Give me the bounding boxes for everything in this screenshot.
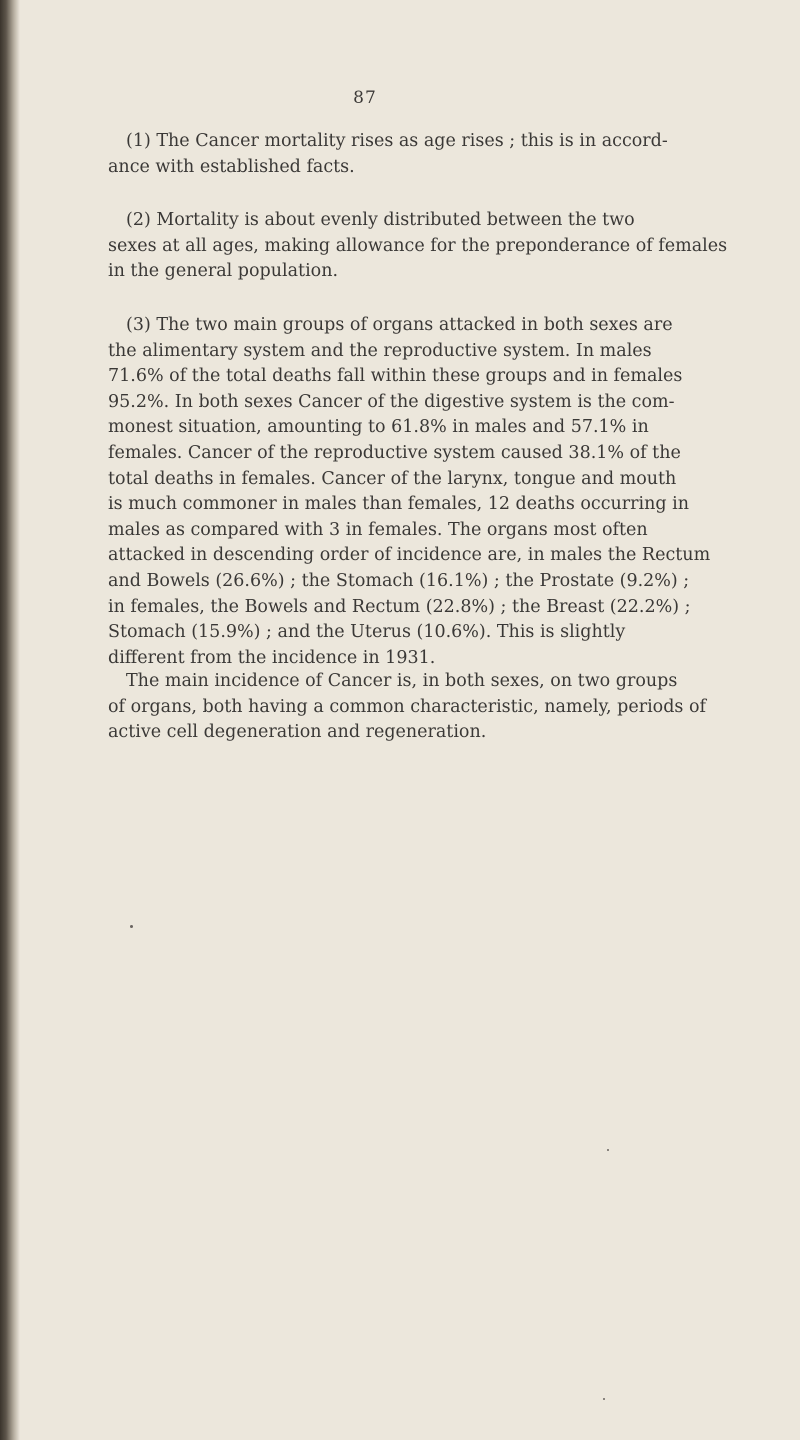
text-line: 95.2%. In both sexes Cancer of the digestive system is the com- xyxy=(108,391,675,412)
text-line: total deaths in females. Cancer of the larynx, tongue and mouth xyxy=(108,468,677,489)
text-line: different from the incidence in 1931. xyxy=(108,647,436,668)
text-line: (2) Mortality is about evenly distributed between the two xyxy=(126,210,635,230)
text-line: is much commoner in males than females, 12 deaths occurring in xyxy=(108,494,690,515)
paragraph-1 xyxy=(108,129,740,180)
text-line: sexes at all ages, making allowance for the preponderance of females xyxy=(108,235,728,256)
text-line: the alimentary system and the reproductive system. In males xyxy=(108,340,652,361)
text-line: and Bowels (26.6%) ; the Stomach (16.1%) ; the Prostate (9.2%) ; xyxy=(108,570,690,591)
paper-speck xyxy=(603,1398,605,1400)
paper-speck xyxy=(130,925,133,928)
page-number: 87 xyxy=(353,88,377,108)
text-line: of organs, both having a common characteristic, namely, periods of xyxy=(108,696,706,717)
text-line: males as compared with 3 in females. The organs most often xyxy=(108,519,648,540)
text-line: monest situation, amounting to 61.8% in males and 57.1% in xyxy=(108,417,649,438)
binding-edge xyxy=(0,0,20,1440)
text-line: attacked in descending order of incidence are, in males the Rectum xyxy=(108,545,711,566)
text-line: (3) The two main groups of organs attacked in both sexes are xyxy=(126,315,673,335)
text-line: ance with established facts. xyxy=(108,156,355,177)
text-line: 71.6% of the total deaths fall within these groups and in females xyxy=(108,366,683,387)
text-line: (1) The Cancer mortality rises as age rises ; this is in accord- xyxy=(126,131,668,151)
text-line: females. Cancer of the reproductive system caused 38.1% of the xyxy=(108,442,681,463)
paper-speck xyxy=(607,1149,609,1151)
paragraph-3 xyxy=(108,313,740,671)
text-line: active cell degeneration and regeneration. xyxy=(108,722,487,743)
text-line: in the general population. xyxy=(108,261,339,282)
text-line: Stomach (15.9%) ; and the Uterus (10.6%). This is slightly xyxy=(108,622,626,643)
text-line: in females, the Bowels and Rectum (22.8%) ; the Breast (22.2%) ; xyxy=(108,596,691,617)
text-line: The main incidence of Cancer is, in both sexes, on two groups xyxy=(126,671,678,691)
paragraph-4 xyxy=(108,669,740,746)
paragraph-2 xyxy=(108,208,740,285)
